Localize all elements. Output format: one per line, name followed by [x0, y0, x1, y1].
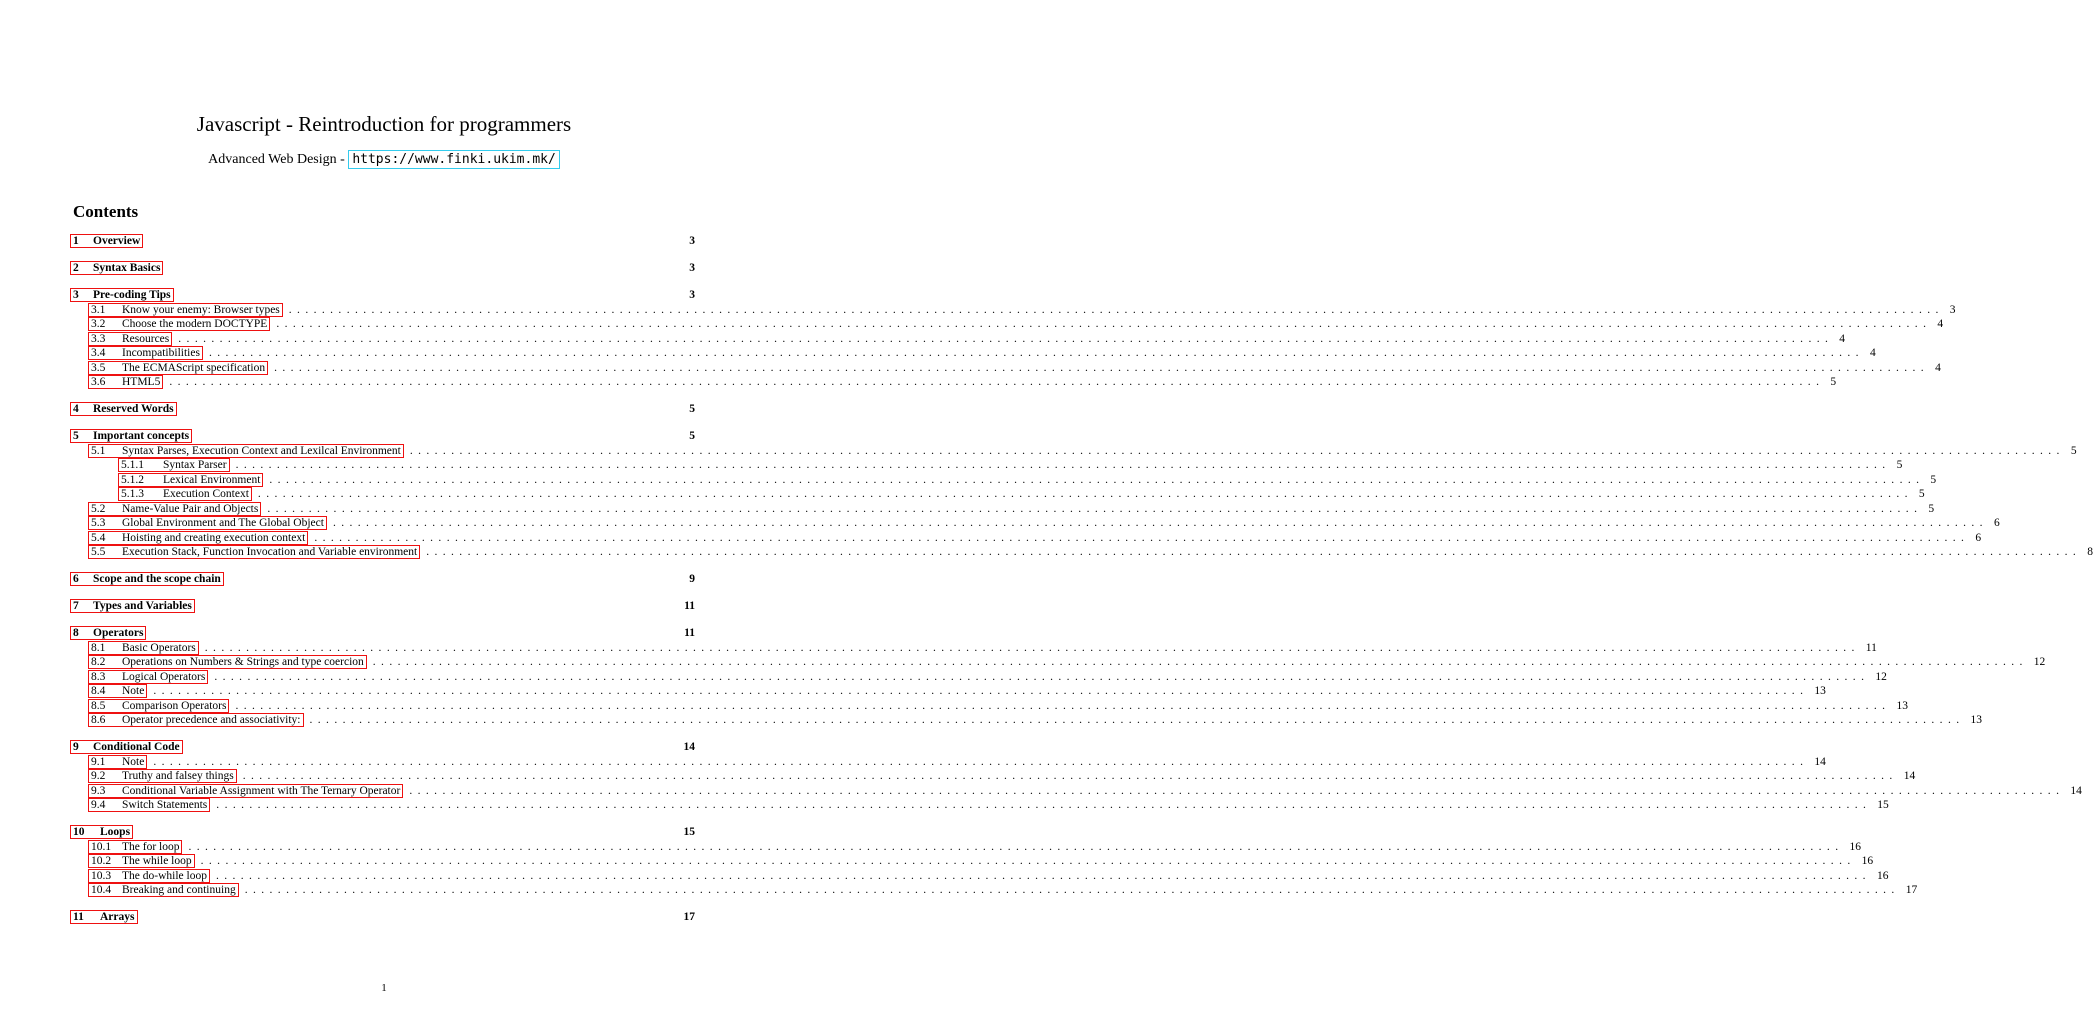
toc-label: Conditional Code: [93, 741, 180, 753]
toc-leader-dots: ........................................................................................................................................................................................................: [169, 376, 1825, 388]
toc-number: 8.1: [91, 641, 106, 654]
toc-link[interactable]: [118, 487, 252, 501]
toc-page-number: 16: [1861, 855, 1874, 867]
page-number: 1: [381, 982, 387, 994]
toc-link[interactable]: [70, 740, 183, 754]
toc-page-number: 13: [1896, 699, 1908, 712]
toc-label: The while loop: [122, 855, 192, 867]
toc-link[interactable]: [70, 288, 174, 302]
toc-entry: [121, 458, 1903, 472]
toc-number: 5.1.1: [121, 459, 144, 471]
toc-page-number: 5: [689, 403, 695, 415]
toc-leader-dots: ........................................................................................................................................................................................................: [244, 884, 1900, 896]
toc-label: Basic Operators: [122, 641, 196, 654]
toc-label: HTML5: [122, 376, 161, 388]
toc-label: Name-Value Pair and Objects: [122, 502, 259, 515]
toc-entry: [91, 375, 1837, 389]
toc-label: Incompatibilities: [122, 347, 200, 359]
toc-number: 8.6: [91, 714, 106, 726]
toc-entry: [91, 655, 2046, 669]
toc-entry: [121, 473, 1937, 487]
toc-link[interactable]: [88, 798, 210, 812]
toc-link[interactable]: [88, 699, 229, 713]
toc-link[interactable]: [88, 361, 268, 375]
toc-page-number: 6: [1975, 531, 1982, 544]
toc-page-number: 12: [1875, 670, 1887, 683]
toc-link[interactable]: [70, 599, 195, 613]
toc-entry: [91, 769, 1916, 783]
toc-page-number: 17: [1905, 884, 1918, 896]
toc-entry: [91, 317, 1944, 331]
toc-leader-dots: ........................................................................................................................................................................................................: [332, 517, 1988, 529]
toc-entry: [73, 572, 695, 586]
toc-number: 2: [73, 262, 79, 274]
toc-page-number: 12: [2033, 656, 2046, 668]
toc-label: Know your enemy: Browser types: [122, 303, 280, 316]
toc-number: 9.3: [91, 784, 106, 797]
toc-page-number: 14: [683, 741, 695, 753]
contents-heading: Contents: [73, 202, 139, 221]
toc-number: 4: [73, 403, 79, 415]
toc-number: 10.2: [91, 855, 112, 867]
toc-label: Syntax Parses, Execution Context and Lexilcal Environment: [122, 444, 401, 457]
toc-entry: [73, 825, 695, 839]
toc-label: Resources: [122, 332, 170, 345]
toc-label: Lexical Environment: [163, 473, 261, 486]
toc-link[interactable]: [88, 769, 237, 783]
toc-link[interactable]: [88, 531, 308, 545]
toc-label: The for loop: [122, 840, 180, 853]
toc-entry: [91, 784, 2082, 798]
toc-label: Syntax Parser: [163, 459, 227, 471]
toc-label: Logical Operators: [122, 670, 206, 683]
toc-label: Comparison Operators: [122, 699, 227, 712]
toc-label: Operators: [93, 627, 144, 639]
toc-page-number: 13: [1814, 685, 1826, 697]
toc-label: Arrays: [100, 911, 135, 923]
toc-number: 5.1: [91, 444, 106, 457]
toc-number: 10.4: [91, 884, 112, 896]
toc-label: Note: [122, 685, 145, 697]
toc-number: 5.1.3: [121, 488, 144, 500]
toc-entry: [91, 346, 1876, 360]
toc-link[interactable]: [88, 317, 270, 331]
toc-leader-dots: ........................................................................................................................................................................................................: [235, 699, 1891, 712]
toc-link[interactable]: [88, 545, 420, 559]
toc-leader-dots: ........................................................................................................................................................................................................: [269, 473, 1925, 486]
toc-leader-dots: ........................................................................................................................................................................................................: [214, 670, 1870, 683]
toc-page-number: 4: [1935, 361, 1941, 374]
toc-link[interactable]: [88, 755, 147, 769]
toc-leader-dots: ........................................................................................................................................................................................................: [314, 531, 1970, 544]
toc-page-number: 16: [1849, 840, 1861, 853]
toc-entry: [91, 516, 2000, 530]
toc-leader-dots: ........................................................................................................................................................................................................: [309, 714, 1965, 726]
toc-link[interactable]: [88, 655, 367, 669]
toc-leader-dots: ........................................................................................................................................................................................................: [200, 855, 1856, 867]
toc-entry: [73, 234, 695, 248]
toc-label: Overview: [93, 235, 141, 247]
toc-entry: [91, 840, 1861, 854]
toc-number: 8.3: [91, 670, 106, 683]
toc-label: Conditional Variable Assignment with The Ternary Operator: [122, 784, 401, 797]
toc-number: 10.3: [91, 869, 112, 882]
toc-entry: [91, 502, 1935, 516]
toc-link[interactable]: [70, 626, 146, 640]
toc-label: Global Environment and The Global Object: [122, 517, 324, 529]
toc-entry: [73, 402, 695, 416]
toc-number: 5.5: [91, 546, 106, 558]
toc-entry: [91, 332, 1846, 346]
toc-link[interactable]: [88, 346, 203, 360]
toc-label: Choose the modern DOCTYPE: [122, 318, 268, 330]
toc-leader-dots: ........................................................................................................................................................................................................: [409, 444, 2065, 457]
toc-leader-dots: ........................................................................................................................................................................................................: [188, 840, 1844, 853]
toc-entry: [91, 883, 1918, 897]
toc-page-number: 5: [689, 430, 695, 442]
toc-page-number: 5: [1928, 502, 1935, 515]
toc-number: 3.5: [91, 361, 106, 374]
toc-link[interactable]: [118, 458, 230, 472]
toc-page-number: 4: [1839, 332, 1846, 345]
toc-link[interactable]: [88, 883, 239, 897]
toc-page-number: 3: [689, 289, 695, 301]
toc-link[interactable]: [88, 502, 261, 516]
toc-link[interactable]: [70, 234, 143, 248]
toc-label: Switch Statements: [122, 799, 208, 811]
toc-entry: [91, 641, 1877, 655]
toc-link[interactable]: [70, 910, 138, 924]
document-title: Javascript - Reintroduction for programmers: [196, 112, 572, 136]
toc-leader-dots: ........................................................................................................................................................................................................: [178, 332, 1834, 345]
toc-entry: [91, 798, 1889, 812]
toc-page-number: 11: [684, 627, 695, 639]
toc-entry: [91, 545, 2093, 559]
toc-number: 8.4: [91, 685, 106, 697]
toc-leader-dots: ........................................................................................................................................................................................................: [235, 459, 1891, 471]
document-subtitle: [0, 152, 768, 168]
toc-number: 11: [73, 911, 84, 923]
toc-label: Breaking and continuing: [122, 884, 236, 896]
toc-number: 6: [73, 573, 79, 585]
toc-entry: [91, 854, 1874, 868]
toc-leader-dots: ........................................................................................................................................................................................................: [242, 770, 1898, 782]
toc-label: Operator precedence and associativity:: [122, 714, 301, 726]
toc-page-number: 8: [2087, 546, 2093, 558]
toc-link[interactable]: [70, 402, 177, 416]
toc-page-number: 13: [1970, 714, 1982, 726]
toc-number: 9.4: [91, 799, 106, 811]
toc-label: Execution Stack, Function Invocation and Variable environment: [122, 546, 418, 558]
toc-link[interactable]: [88, 670, 208, 684]
toc-entry: [121, 487, 1925, 501]
toc-leader-dots: ........................................................................................................................................................................................................: [216, 799, 1872, 811]
toc-link[interactable]: [70, 572, 224, 586]
toc-entry: [73, 429, 695, 443]
toc-label: Scope and the scope chain: [93, 573, 221, 585]
toc-leader-dots: ........................................................................................................................................................................................................: [274, 361, 1930, 374]
toc-page-number: 14: [1814, 755, 1826, 768]
toc-number: 5.4: [91, 531, 106, 544]
toc-link[interactable]: [88, 516, 327, 530]
toc-link[interactable]: [88, 869, 210, 883]
toc-label: The do-while loop: [122, 869, 207, 882]
toc-entry: [91, 361, 1941, 375]
toc-link[interactable]: [70, 429, 192, 443]
toc-number: 10.1: [91, 840, 112, 853]
toc-entry: [91, 869, 1889, 883]
toc-label: Types and Variables: [93, 600, 192, 612]
toc-label: Pre-coding Tips: [93, 289, 171, 301]
toc-page-number: 3: [689, 262, 695, 274]
toc-page-number: 5: [1896, 459, 1903, 471]
toc-number: 3: [73, 289, 79, 301]
toc-number: 3.3: [91, 332, 106, 345]
toc-number: 1: [73, 235, 79, 247]
toc-link[interactable]: [88, 444, 404, 458]
toc-link[interactable]: [88, 784, 403, 798]
toc-leader-dots: ........................................................................................................................................................................................................: [288, 303, 1944, 316]
toc-number: 10: [73, 826, 85, 838]
toc-page-number: 14: [2070, 784, 2082, 797]
toc-leader-dots: ........................................................................................................................................................................................................: [153, 755, 1809, 768]
toc-entry: [73, 626, 695, 640]
toc-label: Operations on Numbers & Strings and type coercion: [122, 656, 364, 668]
toc-number: 5.2: [91, 502, 106, 515]
toc-link[interactable]: [88, 375, 163, 389]
toc-label: Truthy and falsey things: [122, 770, 234, 782]
toc-entry: [91, 531, 1982, 545]
toc-page-number: 11: [684, 600, 695, 612]
toc-link[interactable]: [88, 332, 172, 346]
toc-leader-dots: ........................................................................................................................................................................................................: [153, 685, 1809, 697]
toc-link[interactable]: [88, 840, 182, 854]
toc-label: Hoisting and creating execution context: [122, 531, 306, 544]
toc-link[interactable]: [88, 854, 195, 868]
toc-leader-dots: ........................................................................................................................................................................................................: [215, 869, 1871, 882]
toc-number: 5.1.2: [121, 473, 144, 486]
toc-entry: [91, 699, 1908, 713]
toc-label: Execution Context: [163, 488, 249, 500]
toc-entry: [73, 599, 695, 613]
toc-page-number: 5: [1830, 376, 1837, 388]
toc-number: 8.2: [91, 656, 106, 668]
toc-number: 9.1: [91, 755, 106, 768]
toc-leader-dots: ........................................................................................................................................................................................................: [267, 502, 1923, 515]
toc-page-number: 4: [1869, 347, 1876, 359]
toc-entry: [91, 303, 1956, 317]
toc-link[interactable]: [70, 825, 133, 839]
toc-leader-dots: ........................................................................................................................................................................................................: [372, 656, 2028, 668]
toc-page-number: 3: [689, 235, 695, 247]
toc-number: 5.3: [91, 517, 106, 529]
toc-page-number: 9: [689, 573, 695, 585]
subtitle-prefix: Advanced Web Design -: [208, 152, 349, 167]
toc-label: The ECMAScript specification: [122, 361, 266, 374]
toc-leader-dots: ........................................................................................................................................................................................................: [208, 347, 1864, 359]
toc-entry: [91, 670, 1887, 684]
toc-entry: [91, 684, 1826, 698]
toc-label: Important concepts: [93, 430, 190, 442]
toc-page-number: 17: [683, 911, 695, 923]
toc-number: 8: [73, 627, 79, 639]
toc-label: Reserved Words: [93, 403, 174, 415]
toc-number: 3.4: [91, 347, 106, 359]
toc-number: 5: [73, 430, 79, 442]
subtitle-url-link[interactable]: https://www.finki.ukim.mk/: [348, 150, 560, 169]
toc-label: Loops: [100, 826, 131, 838]
toc-link[interactable]: [70, 261, 163, 275]
toc-number: 9: [73, 741, 79, 753]
toc-leader-dots: ........................................................................................................................................................................................................: [276, 318, 1932, 330]
toc-leader-dots: ........................................................................................................................................................................................................: [204, 641, 1860, 654]
toc-label: Syntax Basics: [93, 262, 161, 274]
toc-link[interactable]: [118, 473, 263, 487]
toc-link[interactable]: [88, 684, 147, 698]
toc-number: 3.1: [91, 303, 106, 316]
toc-entry: [91, 713, 1982, 727]
toc-entry: [91, 444, 2077, 458]
toc-number: 3.2: [91, 318, 106, 330]
toc-page-number: 14: [1903, 770, 1916, 782]
toc-page-number: 5: [1918, 488, 1925, 500]
toc-page-number: 6: [1993, 517, 2000, 529]
toc-page-number: 15: [683, 826, 695, 838]
toc-entry: [73, 261, 695, 275]
toc-link[interactable]: [88, 641, 199, 655]
toc-number: 9.2: [91, 770, 106, 782]
toc-entry: [73, 740, 695, 754]
toc-page-number: 5: [2070, 444, 2077, 457]
toc-leader-dots: ........................................................................................................................................................................................................: [409, 784, 2065, 797]
toc-page-number: 11: [1865, 641, 1877, 654]
toc-leader-dots: ........................................................................................................................................................................................................: [426, 546, 2082, 558]
toc-number: 3.6: [91, 376, 106, 388]
toc-leader-dots: ........................................................................................................................................................................................................: [257, 488, 1913, 500]
toc-page-number: 5: [1930, 473, 1937, 486]
toc-number: 7: [73, 600, 79, 612]
toc-entry: [91, 755, 1826, 769]
toc-page-number: 3: [1949, 303, 1956, 316]
toc-entry: [73, 910, 695, 924]
toc-link[interactable]: [88, 713, 304, 727]
toc-page-number: 16: [1876, 869, 1889, 882]
toc-page-number: 4: [1937, 318, 1944, 330]
toc-number: 8.5: [91, 699, 106, 712]
toc-link[interactable]: [88, 303, 283, 317]
toc-page-number: 15: [1877, 799, 1889, 811]
toc-entry: [73, 288, 695, 302]
toc-label: Note: [122, 755, 145, 768]
